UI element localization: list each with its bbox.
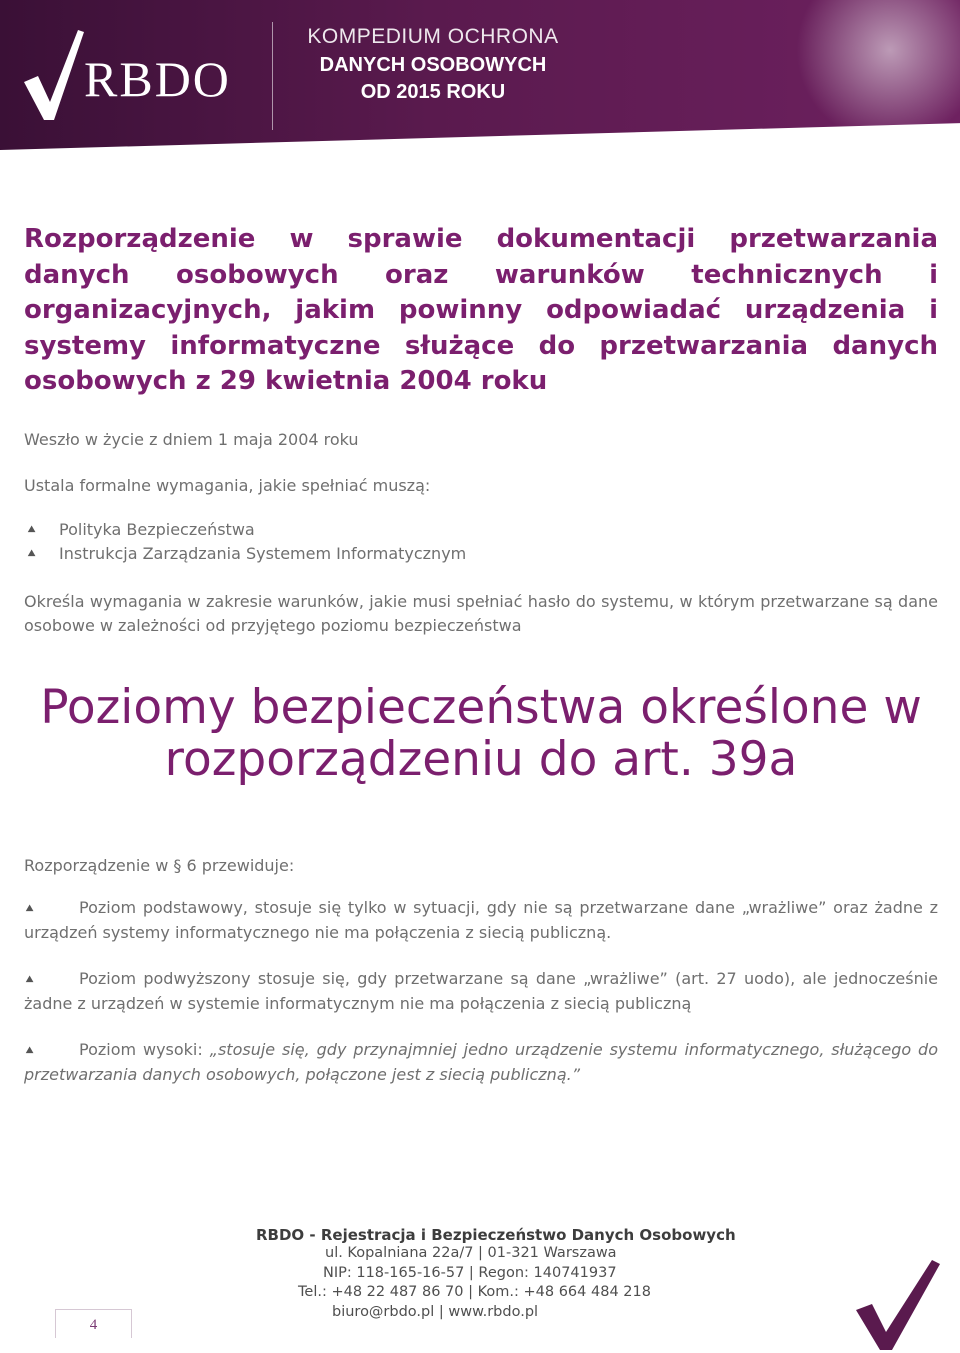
security-level-item	[24, 967, 938, 1015]
banner-title	[298, 22, 568, 106]
password-requirements-text: Określa wymagania w zakresie warunków, jakie musi spełniać hasło do systemu, w którym przetwarzane są dane osobowe w zależności od przyjętego poziomu bezpieczeństwa	[24, 591, 938, 635]
logo-text: RBDO	[84, 51, 231, 107]
document-title: Rozporządzenie w sprawie dokumentacji przetwarzania danych osobowych oraz warunków technicznych i organizacyjnych, jakim powinny odpowiadać urządzenia i systemy informatyczne służące do przetwarzania danych osobowych z 29 kwietnia 2004 roku	[24, 224, 938, 396]
banner-title-line1: KOMPEDIUM OCHRONA	[307, 25, 559, 48]
header-banner	[0, 0, 960, 182]
banner-title-line3: OD 2015 ROKU	[360, 81, 506, 103]
footer-phones: Tel.: +48 22 487 86 70 | Kom.: +48 664 484 218	[298, 1284, 651, 1300]
rbdo-logo	[18, 24, 248, 124]
page-number: 4	[55, 1309, 132, 1338]
requirements-intro: Ustala formalne wymagania, jakie spełniać muszą:	[24, 475, 431, 495]
bullet-arrow-icon: ⯅	[24, 900, 36, 917]
security-level-text: Poziom podstawowy, stosuje się tylko w sytuacji, gdy nie są przetwarzane dane „wrażliwe” oraz żadne z urządzeń systemy informatycznego nie ma połączenia z siecią publiczną.	[24, 897, 938, 942]
security-level-quote: „stosuje się, gdy przynajmniej jedno urządzenie systemu informatycznego, służącego do przetwarzania danych osobowych, połączone jest z siecią publiczną.”	[24, 1039, 938, 1084]
section-heading: Poziomy bezpieczeństwa określone w rozporządzeniu do art. 39a	[40, 679, 922, 787]
checkmark-logo-icon	[18, 24, 88, 124]
banner-divider	[272, 22, 273, 130]
security-levels-list	[24, 896, 938, 1086]
requirements-list	[24, 518, 938, 566]
bullet-arrow-icon: ⯅	[26, 545, 38, 562]
footer-company: RBDO - Rejestracja i Bezpieczeństwo Danych Osobowych	[256, 1226, 736, 1244]
checkmark-footer-icon	[852, 1258, 944, 1353]
document-body	[24, 222, 938, 1109]
list-item-label: Instrukcja Zarządzania Systemem Informatycznym	[59, 543, 467, 563]
security-level-item	[24, 1038, 938, 1086]
banner-title-line2: DANYCH OSOBOWYCH	[319, 54, 547, 76]
security-level-item	[24, 896, 938, 944]
footer-contact: biuro@rbdo.pl | www.rbdo.pl	[332, 1304, 539, 1320]
list-item	[24, 518, 938, 542]
footer-address: ul. Kopalniana 22a/7 | 01-321 Warszawa	[325, 1245, 617, 1261]
security-level-text: Poziom podwyższony stosuje się, gdy przetwarzane są dane „wrażliwe” (art. 27 uodo), ale jednocześnie żadne z urządzeń w systemie informatycznym nie ma połączenia z siecią publiczną	[24, 968, 938, 1013]
effective-date-text: Weszło w życie z dniem 1 maja 2004 roku	[24, 429, 359, 449]
security-level-prefix: Poziom wysoki:	[79, 1039, 210, 1059]
bullet-arrow-icon: ⯅	[24, 1042, 36, 1059]
footer-ids: NIP: 118-165-16-57 | Regon: 140741937	[323, 1265, 617, 1281]
page-footer	[0, 1220, 960, 1353]
bullet-arrow-icon: ⯅	[24, 971, 36, 988]
levels-intro: Rozporządzenie w § 6 przewiduje:	[24, 855, 295, 875]
banner-edge	[0, 123, 960, 182]
bullet-arrow-icon: ⯅	[26, 521, 38, 538]
list-item-label: Polityka Bezpieczeństwa	[59, 519, 255, 539]
list-item	[24, 542, 938, 566]
